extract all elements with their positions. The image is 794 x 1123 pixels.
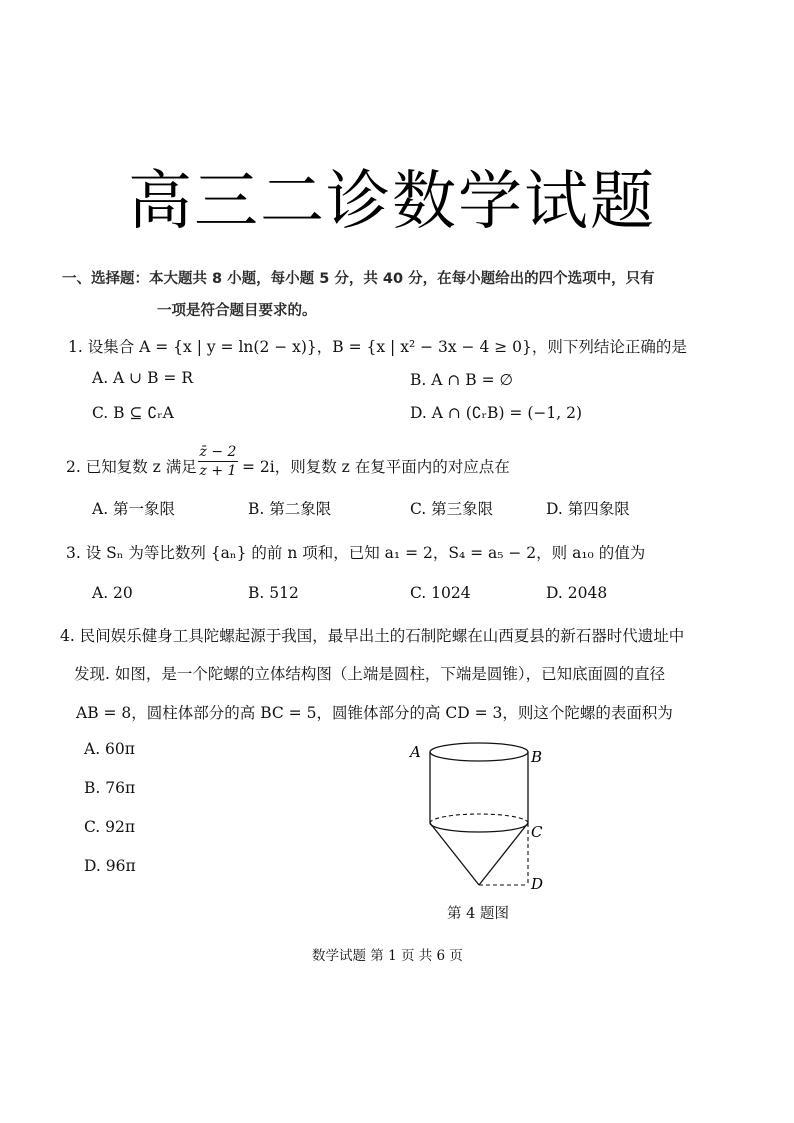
question-1-option-b: B. A ∩ B = ∅: [410, 371, 514, 389]
question-1-stem: 1. 设集合 A = {x | y = ln(2 − x)}，B = {x | x² − 3x − 4 ≥ 0}，则下列结论正确的是: [68, 338, 687, 356]
question-2-stem-prefix: 2. 已知复数 z 满足: [66, 458, 197, 476]
label-c: C: [531, 823, 543, 841]
question-1-option-c: C. B ⊆ ∁ᵣA: [92, 404, 174, 422]
question-2-fraction: [198, 444, 238, 479]
question-2-option-a: A. 第一象限: [92, 500, 176, 518]
question-4-option-c: C. 92π: [84, 818, 136, 836]
page-title: 高三二诊数学试题: [128, 165, 656, 239]
question-1-option-d: D. A ∩ (∁ᵣB) = (−1, 2): [410, 404, 582, 422]
question-4-option-b: B. 76π: [84, 779, 136, 797]
fraction-denominator: z + 1: [199, 463, 237, 479]
question-4-option-a: A. 60π: [84, 740, 135, 758]
question-2-option-c: C. 第三象限: [410, 500, 494, 518]
question-2-stem-suffix: = 2i，则复数 z 在复平面内的对应点在: [242, 458, 510, 476]
question-3-option-a: A. 20: [92, 584, 133, 602]
fraction-numerator: z̄ − 2: [199, 444, 237, 460]
base-ellipse-front: [430, 823, 528, 832]
top-ellipse: [430, 743, 528, 761]
question-1-option-a: A. A ∪ B = R: [92, 369, 193, 387]
question-4-stem-line2: 发现. 如图，是一个陀螺的立体结构图（上端是圆柱，下端是圆锥），已知底面圆的直径: [74, 665, 666, 683]
section-header-line1: 一、选择题：本大题共 8 小题，每小题 5 分，共 40 分，在每小题给出的四个选项中，只有: [62, 271, 655, 287]
label-a: A: [410, 743, 421, 761]
question-2-option-b: B. 第二象限: [248, 500, 332, 518]
question-4-stem-line3: AB = 8，圆柱体部分的高 BC = 5，圆锥体部分的高 CD = 3，则这个陀螺的表面积为: [76, 704, 673, 722]
page-footer: 数学试题 第 1 页 共 6 页: [312, 948, 463, 964]
question-3-option-b: B. 512: [248, 584, 299, 602]
question-3-option-c: C. 1024: [410, 584, 471, 602]
question-4-option-d: D. 96π: [84, 857, 136, 875]
spinning-top-figure: [400, 730, 560, 900]
question-3-stem: 3. 设 Sₙ 为等比数列 {aₙ} 的前 n 项和，已知 a₁ = 2，S₄ = a₅ − 2，则 a₁₀ 的值为: [66, 544, 646, 562]
figure-caption: 第 4 题图: [447, 906, 509, 922]
question-4-stem-line1: 4. 民间娱乐健身工具陀螺起源于我国，最早出土的石制陀螺在山西夏县的新石器时代遗址中: [60, 627, 685, 645]
label-b: B: [531, 748, 543, 766]
base-ellipse-back: [430, 814, 528, 823]
question-2-option-d: D. 第四象限: [546, 500, 630, 518]
fraction-bar: [198, 461, 238, 462]
question-3-option-d: D. 2048: [546, 584, 608, 602]
section-header-line2: 一项是符合题目要求的。: [157, 303, 317, 319]
label-d: D: [531, 875, 544, 893]
